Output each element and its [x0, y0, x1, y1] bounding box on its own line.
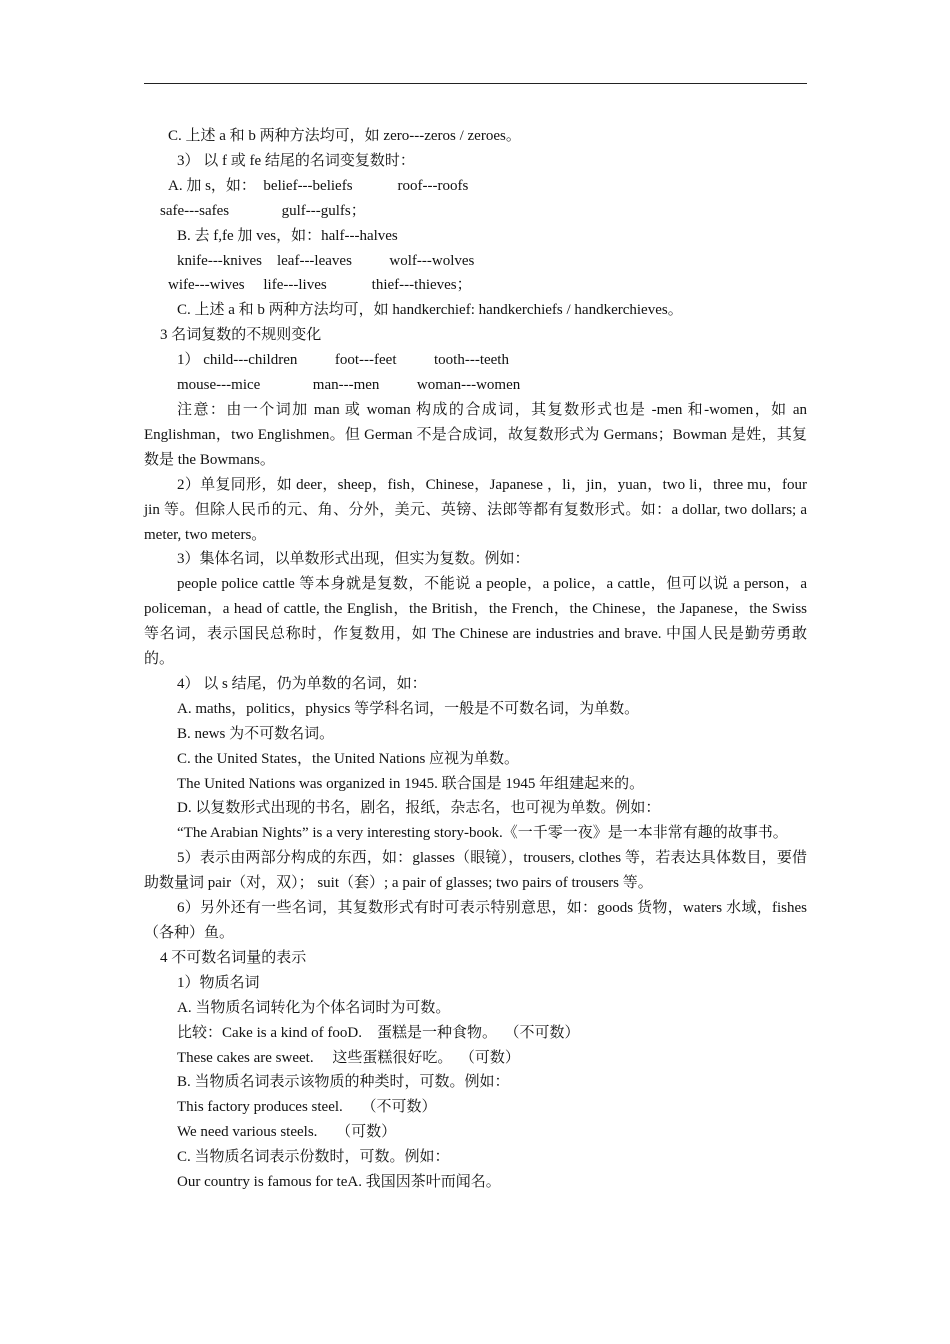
paragraph: 6）另外还有一些名词，其复数形式有时可表示特别意思，如：goods 货物，waters 水域，fishes（各种）鱼。 — [144, 900, 807, 941]
text-line: C. 上述 a 和 b 两种方法均可，如 handkerchief: handkerchiefs / handkerchieves。 — [177, 302, 683, 319]
text-line: A. 加 s，如： belief---beliefs roof---roofs — [168, 177, 469, 194]
text-line: 3）集体名词，以单数形式出现，但实为复数。例如： — [177, 551, 530, 568]
paragraph: “The Arabian Nights” is a very interesting story-book.《一千零一夜》是一本非常有趣的故事书。 — [177, 825, 788, 842]
text-line: A. maths，politics，physics 等学科名词，一般是不可数名词，为单数。 — [177, 700, 640, 717]
text-line: These cakes are sweet. 这些蛋糕很好吃。 （可数） — [177, 1049, 520, 1066]
document-body — [144, 124, 807, 1195]
header-rule — [144, 83, 807, 84]
text-line: A. 当物质名词转化为个体名词时为可数。 — [177, 999, 451, 1016]
text-line: C. the United States，the United Nations 应视为单数。 — [177, 750, 520, 767]
text-line: This factory produces steel. （不可数） — [177, 1099, 437, 1116]
text-line: We need various steels. （可数） — [177, 1124, 397, 1141]
text-line: safe---safes gulf---gulfs； — [160, 202, 366, 219]
paragraph: 注意：由一个词加 man 或 woman 构成的合成词，其复数形式也是 -men 和-women，如 an Englishman，two Englishmen。但 German 不是合成词，故复数形式为 Germans；Bowman 是姓，其复数是 the Bowmans。 — [144, 401, 807, 468]
paragraph: 5）表示由两部分构成的东西，如：glasses（眼镜），trousers, clothes 等，若表达具体数目，要借助数量词 pair（对，双）； suit（套）; a pair of glasses; two pairs of trousers 等。 — [144, 850, 807, 892]
text-line: knife---knives leaf---leaves wolf---wolves — [177, 252, 475, 269]
section-heading: 4 不可数名词量的表示 — [160, 949, 307, 966]
paragraph: 2）单复同形，如 deer，sheep，fish，Chinese，Japanese ，li，jin，yuan，two li，three mu，four jin 等。但除人民币的元、角、分外，美元、英镑、法郎等都有复数形式。如：a dollar, two dollars; a meter, two meters。 — [144, 476, 807, 543]
text-line: 1） child---children foot---feet tooth---teeth — [177, 352, 509, 369]
text-line: The United Nations was organized in 1945. 联合国是 1945 年组建起来的。 — [177, 775, 645, 792]
text-line: B. news 为不可数名词。 — [177, 725, 335, 742]
paragraph: people police cattle 等本身就是复数，不能说 a people，a police，a cattle，但可以说 a person，a policeman，a head of cattle, the English，the British，the French，the Chinese，the Japanese，the Swiss 等名词，表示国民总称时，作复数用，如 The Chinese are industries and brave. 中国人民是勤劳勇敢的。 — [144, 576, 807, 668]
text-line: 1）物质名词 — [177, 974, 260, 991]
text-line: wife---wives life---lives thief---thieves； — [168, 277, 472, 294]
text-line: Our country is famous for teA. 我国因茶叶而闻名。 — [177, 1174, 501, 1191]
text-line: B. 当物质名词表示该物质的种类时，可数。例如： — [177, 1074, 510, 1091]
section-heading: 3 名词复数的不规则变化 — [160, 327, 322, 344]
text-line: 比较：Cake is a kind of fooD. 蛋糕是一种食物。 （不可数） — [177, 1024, 580, 1041]
text-line: mouse---mice man---men woman---women — [177, 377, 521, 394]
text-line: B. 去 f,fe 加 ves，如：half---halves — [177, 227, 398, 244]
text-line: 3） 以 f 或 fe 结尾的名词变复数时： — [177, 152, 415, 169]
text-line: D. 以复数形式出现的书名，剧名，报纸，杂志名，也可视为单数。例如： — [177, 800, 661, 817]
text-line: C. 当物质名词表示份数时，可数。例如： — [177, 1149, 450, 1166]
text-line: C. 上述 a 和 b 两种方法均可，如 zero---zeros / zeroes。 — [168, 128, 521, 144]
text-line: 4） 以 s 结尾，仍为单数的名词，如： — [177, 675, 427, 692]
